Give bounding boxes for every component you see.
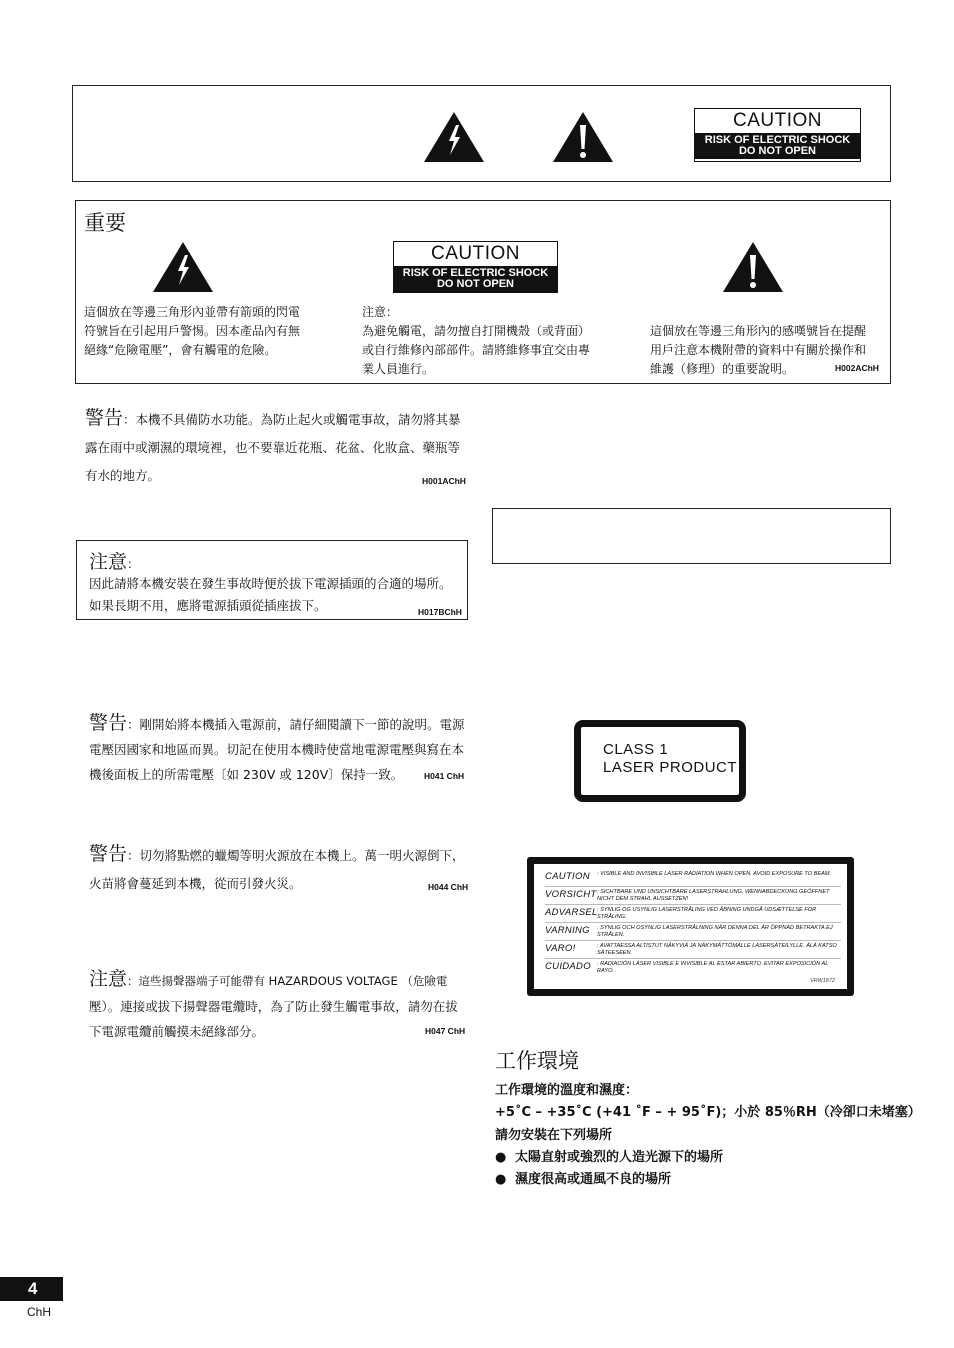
environment-spec: +5˚C – +35˚C (+41 ˚F – + 95˚F)；小於 85％RH（冷卻口未堵塞）	[495, 1105, 921, 1120]
bullet-icon: ●	[495, 1172, 507, 1187]
text-line: 用戶注意本機附帶的資料中有關於操作和	[650, 343, 867, 357]
laser-text: : AVATTAESSA ALTISTUT NÄKYVIÄ JA NÄKYMÄTTÖMÄLLE LASERSÄTEILYLLE. ÄLÄ KATSO SÄTEESEEN.	[597, 943, 837, 956]
environment-bullet	[495, 1147, 915, 1169]
text-line: 符號旨在引起用戶警惕。因本產品內有無	[84, 324, 301, 338]
text-line: 絕緣“危險電壓”，會有觸電的危險。	[84, 343, 277, 357]
doc-code: H044 ChH	[428, 882, 469, 892]
text-line: 或自行維修內部部件。請將維修事宜交由專	[362, 343, 591, 357]
page-number-tab	[0, 1277, 63, 1301]
laser-text-value: SICHTBARE UND UNSICHTBARE LASERSTRAHLUNG, WENNABDECKUNG GEÖFFNET NICHT DEM STRAHL AUSSETZEN!	[597, 889, 830, 902]
bullet-icon: ●	[495, 1150, 507, 1165]
text-line: 下電源電纜前觸摸未絕緣部分。	[89, 1024, 265, 1039]
waterproof-warning	[85, 406, 465, 488]
laser-text-value: SYNLIG OG USYNLIG LASERSTRÅLING VED ÅBNING UNDGÅ UDSÆTTELSE FOR STRÅLING.	[597, 907, 817, 920]
text-line	[89, 842, 469, 868]
colon: ：	[127, 557, 140, 571]
bullet-text: 太陽直射或強烈的人造光源下的場所	[515, 1150, 724, 1165]
text-line: 露在雨中或潮濕的環境裡，也不要靠近花瓶、花盆、化妝盒、藥瓶等	[85, 440, 461, 455]
environment-subtitle: 工作環境的溫度和濕度：	[495, 1083, 639, 1098]
caution-label-line1: RISK OF ELECTRIC SHOCK	[402, 267, 549, 279]
text-line	[89, 967, 469, 994]
text-line	[89, 711, 469, 737]
environment-section	[495, 1045, 921, 1191]
class1-line2: LASER PRODUCT	[603, 759, 738, 776]
doc-code: H002AChH	[835, 363, 879, 373]
lightning-triangle-icon	[423, 111, 485, 163]
important-box	[75, 200, 891, 384]
text-line: 維護（修理）的重要說明。	[650, 362, 795, 376]
laser-text: : SYNLIG OCH OSYNLIG LASERSTRÅLNING NÄR DENNA DEL ÄR ÖPPNAD BETRAKTA EJ STRÅLEN.	[597, 925, 833, 938]
caution-label-text	[394, 266, 557, 292]
text-line: ：這些揚聲器端子可能帶有 HAZARDOUS VOLTAGE （危險電	[127, 974, 448, 988]
laser-text: : SYNLIG OG USYNLIG LASERSTRÅLING VED ÅBNING UNDGÅ UDSÆTTELSE FOR STRÅLING.	[597, 907, 817, 920]
laser-row	[545, 923, 841, 941]
doc-code: H001AChH	[422, 476, 466, 486]
text-line: 有水的地方。	[85, 468, 161, 483]
caution-explanation	[362, 303, 632, 379]
text-line: ：剛開始將本機插入電源前，請仔細閱讀下一節的說明。電源	[127, 717, 465, 732]
class1-laser-label	[574, 720, 746, 802]
caution-label-text	[695, 133, 860, 159]
top-warning-box	[72, 85, 891, 182]
text-line: 業人員進行。	[362, 362, 435, 376]
doc-code: H017BChH	[418, 607, 462, 617]
important-heading: 重要	[84, 211, 126, 235]
speaker-caution	[89, 967, 469, 1044]
class1-line1: CLASS 1	[603, 741, 669, 758]
bullet-text: 濕度很高或通風不良的場所	[515, 1172, 672, 1187]
laser-lang: ADVARSEL	[545, 907, 598, 918]
caution-heading-line	[89, 547, 139, 574]
laser-text-value: VISIBLE AND INVISIBLE LASER RADIATION WHEN OPEN. AVOID EXPOSURE TO BEAM.	[600, 871, 832, 877]
warning-heading: 警告	[89, 843, 128, 865]
text-line: 機後面板上的所需電壓〔如 230V 或 120V〕保持一致。	[89, 767, 404, 782]
fire-warning	[89, 842, 469, 899]
page-number: 4	[28, 1279, 38, 1298]
class1-label-inner	[581, 727, 739, 795]
laser-text: : VISIBLE AND INVISIBLE LASER RADIATION WHEN OPEN. AVOID EXPOSURE TO BEAM.	[597, 871, 832, 877]
laser-text-value: RADIACIÓN LÁSER VISIBLE E INVISIBLE AL ESTAR ABIERTO. EVITAR EXPOSICIÓN AL RAYO.	[597, 961, 829, 974]
laser-row	[545, 887, 841, 905]
text-line: 這個放在等邊三角形內的感嘆號旨在提醒	[650, 324, 867, 338]
laser-code: VRW1872	[810, 978, 835, 984]
laser-row	[545, 941, 841, 959]
doc-code: H047 ChH	[425, 1026, 466, 1036]
caution-label-title: CAUTION	[733, 110, 822, 131]
caution-label-line1: RISK OF ELECTRIC SHOCK	[704, 134, 851, 146]
text-line: 壓）。連接或拔下揚聲器電纜時，為了防止發生觸電事故，請勿在拔	[89, 999, 458, 1014]
text-line: 注意：	[362, 305, 399, 319]
class1-text	[603, 741, 737, 777]
warning-heading: 警告	[85, 407, 124, 429]
caution-label-line2: DO NOT OPEN	[436, 278, 514, 290]
text-line	[85, 406, 465, 432]
text-line: 火苗將會蔓延到本機，從而引發火災。	[89, 876, 302, 891]
caution-heading: 注意	[89, 551, 128, 573]
environment-bullet	[495, 1169, 915, 1191]
text-line: 因此請將本機安裝在發生事故時便於拔下電源插頭的合適的場所。	[89, 576, 452, 591]
caution-text	[89, 573, 452, 617]
text-line: 電壓因國家和地區而異。切記在使用本機時使當地電源電壓與寫在本	[89, 742, 465, 757]
environment-title: 工作環境	[495, 1049, 579, 1073]
warning-heading: 警告	[89, 712, 128, 734]
doc-code: H041 ChH	[424, 771, 465, 781]
caution-label-line2: DO NOT OPEN	[738, 145, 816, 157]
text-line: 為避免觸電，請勿擅自打開機殼（或背面）	[362, 324, 591, 338]
text-line: ：切勿將點燃的蠟燭等明火源放在本機上。萬一明火源倒下，	[127, 848, 465, 863]
caution-heading: 注意	[89, 968, 128, 990]
caution-label-title: CAUTION	[431, 243, 520, 264]
lightning-triangle-icon	[152, 241, 214, 293]
exclamation-triangle-icon	[722, 241, 784, 293]
laser-row	[545, 869, 841, 887]
laser-warning-table	[545, 869, 841, 976]
laser-lang: VORSICHT	[545, 889, 597, 900]
laser-lang: VARNING	[545, 925, 590, 936]
laser-row	[545, 905, 841, 923]
page-lang: ChH	[27, 1305, 52, 1319]
voltage-warning	[89, 711, 469, 787]
text-line: 如果長期不用，應將電源插頭從插座拔下。	[89, 598, 327, 613]
lightning-explanation	[84, 303, 344, 360]
laser-lang: VARO!	[545, 943, 576, 954]
text-line: 這個放在等邊三角形內並帶有箭頭的閃電	[84, 305, 301, 319]
blank-box	[492, 508, 891, 564]
laser-lang: CAUTION	[545, 871, 590, 882]
laser-text: : RADIACIÓN LÁSER VISIBLE E INVISIBLE AL ESTAR ABIERTO. EVITAR EXPOSICIÓN AL RAYO.	[597, 961, 829, 974]
laser-text-value: AVATTAESSA ALTISTUT NÄKYVIÄ JA NÄKYMÄTTÖMÄLLE LASERSÄTEILYLLE. ÄLÄ KATSO SÄTEESEEN.	[597, 943, 837, 956]
laser-warning-label	[527, 857, 854, 996]
laser-row	[545, 959, 841, 976]
environment-avoid: 請勿安裝在下列場所	[495, 1128, 613, 1143]
laser-lang: CUIDADO	[545, 961, 591, 972]
caution-label	[694, 108, 861, 162]
caution-box	[76, 540, 468, 620]
exclamation-triangle-icon	[552, 111, 614, 163]
laser-text-value: SYNLIG OCH OSYNLIG LASERSTRÅLNING NÄR DENNA DEL ÄR ÖPPNAD BETRAKTA EJ STRÅLEN.	[597, 925, 833, 938]
text-line: ：本機不具備防水功能。為防止起火或觸電事故，請勿將其暴	[123, 412, 461, 427]
caution-label	[393, 241, 558, 293]
laser-warning-inner	[534, 864, 847, 989]
laser-text: : SICHTBARE UND UNSICHTBARE LASERSTRAHLUNG, WENNABDECKUNG GEÖFFNET NICHT DEM STRAHL AUSSETZEN!	[597, 889, 830, 902]
